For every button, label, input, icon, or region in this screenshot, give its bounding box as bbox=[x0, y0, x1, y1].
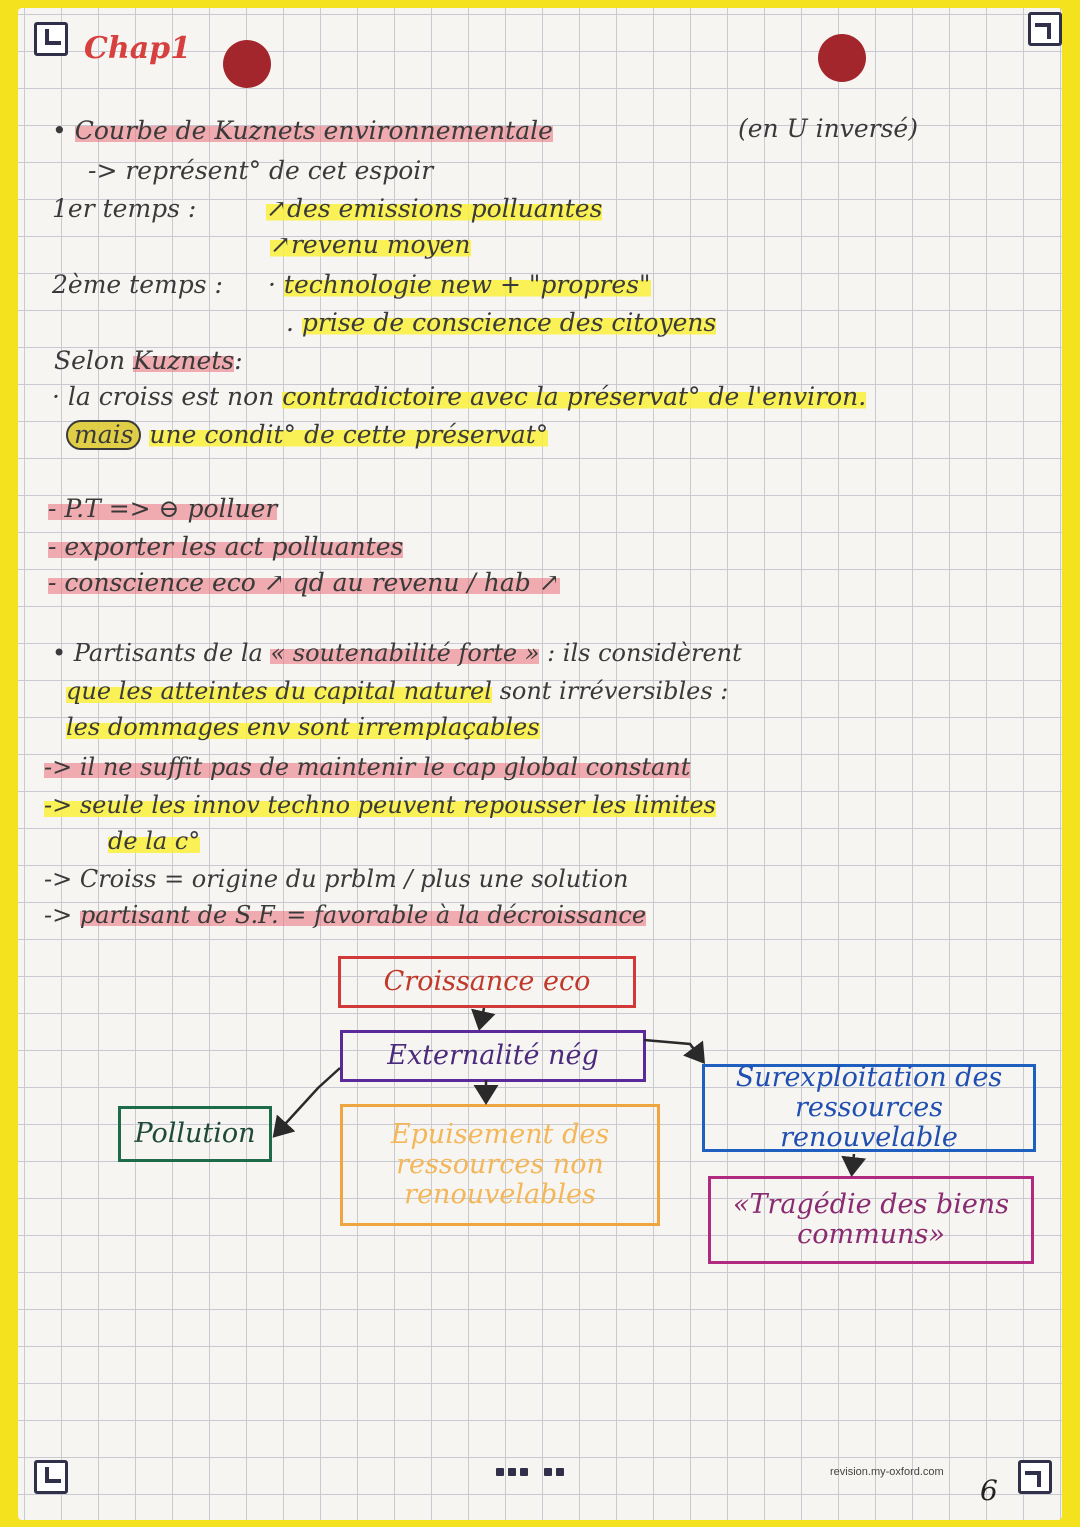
arrow-externalite-surexploitation bbox=[644, 1040, 702, 1060]
box-tragedie: «Tragédie des biens communs» bbox=[708, 1176, 1034, 1264]
kuznets-name: Kuznets bbox=[133, 346, 235, 375]
box-externalite: Externalité nég bbox=[340, 1030, 646, 1082]
condition-text: une condit° de cette préservat° bbox=[149, 420, 549, 449]
arrow-line-1: -> il ne suffit pas de maintenir le cap global constant bbox=[44, 753, 691, 781]
time2-label: 2ème temps : bbox=[52, 270, 223, 299]
representation-line: -> représent° de cet espoir bbox=[88, 156, 434, 185]
time2-awareness: prise de conscience des citoyens bbox=[301, 308, 717, 337]
partisans-line-2: que les atteintes du capital naturel sont irréversibles : bbox=[66, 677, 729, 705]
mais-circled: mais bbox=[66, 420, 141, 450]
growth-contradiction: contradictoire avec la préservat° de l'environ. bbox=[282, 382, 867, 411]
dash-item-conscience: - conscience eco ↗ qd au revenu / hab ↗ bbox=[48, 568, 560, 597]
time1-revenue: ↗revenu moyen bbox=[270, 230, 471, 259]
notebook-page: Chap1 • Courbe de Kuznets environnementale (en U inversé) -> représent° de cet espoir 1er temps : ↗des emissions polluantes ↗revenu moyen 2ème temps : · technologie new + "propres" . prise de conscience des citoyens Selon Kuznets: · la croiss est non contradictoire avec la préservat° de l'environ. mais une condit° de cette préservat° - P.T => ⊖ polluer - exporter les act polluantes - conscience eco ↗ qd au revenu / hab ↗ • Partisants de la « soutenabilité forte » : ils considèrent que les atteintes du capital naturel sont irréversibles : les dommages env sont irremplaçables -> il ne suffit pas de maintenir le cap global constant -> seule les innov techno peuvent repousser les limites de la c° -> Croiss = origine du prblm / plus une solution -> partisant de S.F. = favorable à la décroissance Croissance eco Externalité nég Pollution Epuisement des ressources non renouvelables Surexploitation des ressources renouvelable «Tragédie des biens communs» revision.my-oxford.com 6 bbox=[18, 8, 1062, 1520]
page-indicator-dots bbox=[496, 1468, 564, 1476]
partisans-line: • Partisants de la « soutenabilité forte » : ils considèrent bbox=[52, 639, 742, 667]
dash-item-export: - exporter les act polluantes bbox=[48, 532, 404, 561]
arrow-line-2: -> seule les innov techno peuvent repousser les limites bbox=[44, 791, 716, 819]
arrow-surexploitation-tragedie bbox=[852, 1154, 854, 1172]
arrow-line-2b: de la c° bbox=[108, 827, 201, 855]
u-inverse-note: (en U inversé) bbox=[738, 114, 918, 143]
arrow-croissance-externalite bbox=[480, 1008, 484, 1026]
growth-line: · la croiss est non contradictoire avec la préservat° de l'environ. bbox=[52, 382, 867, 411]
dash-item-pt: - P.T => ⊖ polluer bbox=[48, 494, 278, 523]
box-pollution: Pollution bbox=[118, 1106, 272, 1162]
strong-sustainability: « soutenabilité forte » bbox=[270, 639, 540, 667]
time1-emissions: ↗des emissions polluantes bbox=[266, 194, 603, 223]
diagram-arrows bbox=[18, 8, 1062, 1520]
source-site: revision.my-oxford.com bbox=[830, 1466, 944, 1478]
page-number: 6 bbox=[980, 1474, 998, 1507]
arrow-line-3: -> Croiss = origine du prblm / plus une solution bbox=[44, 865, 629, 893]
arrow-externalite-pollution bbox=[276, 1068, 340, 1134]
box-croissance: Croissance eco bbox=[338, 956, 636, 1008]
bullet-line-1: • Courbe de Kuznets environnementale bbox=[52, 116, 553, 145]
box-epuisement: Epuisement des ressources non renouvelables bbox=[340, 1104, 660, 1226]
kuznets-curve-title: Courbe de Kuznets environnementale bbox=[74, 116, 553, 145]
time2-technology: technologie new + "propres" bbox=[283, 270, 651, 299]
selon-line: Selon Kuznets: bbox=[54, 346, 243, 375]
partisans-line-3: les dommages env sont irremplaçables bbox=[66, 713, 540, 741]
box-surexploitation: Surexploitation des ressources renouvelable bbox=[702, 1064, 1036, 1152]
time1-label: 1er temps : bbox=[52, 194, 197, 223]
chapter-title: Chap1 bbox=[84, 31, 191, 66]
arrow-line-4: -> partisant de S.F. = favorable à la décroissance bbox=[44, 901, 647, 929]
